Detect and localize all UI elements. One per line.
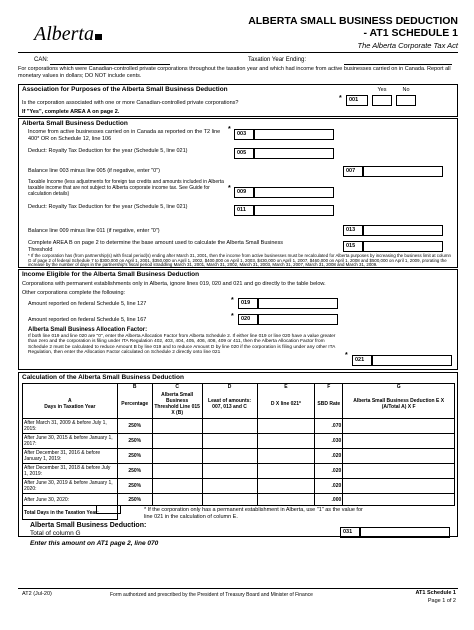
line-013-text: Balance line 009 minus line 011 (if negative, enter "0") (28, 228, 160, 234)
cell-d[interactable] (202, 479, 257, 494)
col-header: D X line 021* (257, 391, 315, 419)
can-label: CAN: (34, 57, 49, 63)
row-label: After June 30, 2019 & before January 1, 2020: (23, 479, 118, 494)
cell-g[interactable] (343, 419, 455, 434)
row-percentage: 250% (117, 419, 152, 434)
line-003-amount[interactable] (254, 129, 334, 140)
line-031-amount[interactable] (360, 527, 450, 538)
star-icon: * (231, 313, 234, 320)
row-rate: .020 (315, 449, 343, 464)
calc-table (22, 383, 455, 520)
calc-footnote: * If the corporation only has a permanent establishment in Alberta, use "1" as the value for line 021 in the calculation of column E. (144, 507, 363, 520)
line-013: 013 (343, 225, 363, 236)
row-label: After December 31, 2018 & before July 1, 2019: (23, 464, 118, 479)
line-015-text: Complete AREA B on page 2 to determine the base amount used to calculate the Alberta Small Business Threshold (28, 240, 283, 253)
form-title-line2: - AT1 SCHEDULE 1 (363, 27, 458, 39)
cell-e[interactable] (257, 419, 315, 434)
line-003: 003 (234, 129, 254, 140)
eligible-intro: Corporations with permanent establishments only in Alberta, ignore lines 019, 020 and 021 and go directly to the table below. (22, 281, 326, 287)
col-header: Alberta Small Business Threshold Line 015 X (B) (152, 391, 202, 419)
row-label: After June 30, 2020: (23, 494, 118, 506)
line-019: 019 (238, 298, 258, 309)
total-days-field[interactable] (96, 505, 121, 514)
total-days-label: Total Days in the Taxation Year: (23, 506, 118, 520)
star-icon: * (228, 185, 231, 192)
col-header: Least of amounts: 007, 013 and C (202, 391, 257, 419)
star-icon: * (231, 297, 234, 304)
cell-d[interactable] (202, 449, 257, 464)
asbd-footnote: * If the corporation has (from partnership(s) with fiscal period(s) ending after March 31, 2001, then the income from active businesses must be recalculated for Alberta purposes by increasing the business limit at column G of page 2 of federal Schedule 7 to $300,000 on April 1, 2001, $350,000 on April 1, 2002, $400,000 on April 1, 2003, $430,000 on April 1, 2007, $460,000 on April 1, 2008 and $500,000 on April 1, 2009, prorating the increase by the number of days in the partnership's fiscal period straddling March 31, 2001, March 31, 2002, March 31, 2003, March 31, 2007, March 31, 2008 and March 31, 2009. (28, 253, 451, 268)
line-007: 007 (343, 166, 363, 177)
row-percentage: 250% (117, 464, 152, 479)
cell-g[interactable] (343, 464, 455, 479)
line-021: 021 (352, 355, 372, 366)
cell-g[interactable] (343, 449, 455, 464)
line-031: 031 (340, 527, 360, 538)
cell-g[interactable] (343, 479, 455, 494)
eligible-other: Other corporations complete the following: (22, 290, 126, 296)
alberta-logo (34, 24, 102, 44)
row-percentage: 250% (117, 434, 152, 449)
cell-d[interactable] (202, 494, 257, 506)
no-checkbox[interactable] (396, 95, 416, 106)
table-row (23, 479, 455, 494)
col-letter: A (68, 398, 72, 405)
col-letter: D (202, 384, 257, 391)
cell-g[interactable] (343, 494, 455, 506)
eligible-title: Income Eligible for the Alberta Small Business Deduction (22, 271, 200, 278)
line-005-amount[interactable] (254, 148, 334, 159)
table-row (23, 494, 455, 506)
form-subtitle: The Alberta Corporate Tax Act (357, 41, 458, 50)
cell-e[interactable] (257, 479, 315, 494)
row-rate: .030 (315, 434, 343, 449)
cell-c[interactable] (152, 419, 202, 434)
line-020-text: Amount reported on federal Schedule 5, line 167 (28, 317, 147, 323)
line-019-text: Amount reported on federal Schedule 5, line 127 (28, 301, 147, 307)
line-005-text: Deduct: Royalty Tax Deduction for the year (Schedule 5, line 021) (28, 148, 188, 154)
row-rate: .070 (315, 419, 343, 434)
cell-e[interactable] (257, 449, 315, 464)
row-percentage: 250% (117, 494, 152, 506)
yes-label: Yes (377, 87, 387, 93)
final-total-g: Total of column G (30, 530, 81, 537)
line-003-text: Income from active businesses carried on in Canada as reported on the T2 line 400* OR on Schedule 12, line 106 (28, 129, 221, 142)
form-title-line1: ALBERTA SMALL BUSINESS DEDUCTION (248, 15, 458, 27)
footer-authority: Form authorized and prescribed by the President of Treasury Board and Minister of Finance (110, 592, 313, 598)
row-rate: .000 (315, 494, 343, 506)
line-013-amount[interactable] (363, 225, 443, 236)
table-row (23, 434, 455, 449)
col-header: Days in Taxation Year (44, 404, 96, 411)
line-009-text: Taxable Income (less adjustments for foreign tax credits and amounts included in Alberta taxable income that are not subject to Alberta corporate income tax. See Guide for calculation details) (28, 179, 224, 197)
cell-c[interactable] (152, 464, 202, 479)
logo-text: Alberta (34, 23, 94, 45)
year-label: Taxation Year Ending: (248, 57, 307, 63)
can-field[interactable] (50, 56, 170, 65)
line-009-amount[interactable] (254, 187, 334, 198)
association-title: Association for Purposes of the Alberta Small Business Deduction (22, 86, 228, 93)
cell-c[interactable] (152, 434, 202, 449)
cell-e[interactable] (257, 494, 315, 506)
col-letter: B (117, 384, 152, 391)
line-011-text: Deduct: Royalty Tax Deduction for the year (Schedule 5, line 021) (28, 204, 188, 210)
line-011-amount[interactable] (254, 205, 334, 216)
form-id: AT2 (Jul-20) (22, 591, 52, 597)
cell-d[interactable] (202, 434, 257, 449)
cell-g[interactable] (343, 434, 455, 449)
row-label: After December 31, 2016 & before January 1, 2019: (23, 449, 118, 464)
factor-title: Alberta Small Business Allocation Factor: (28, 327, 148, 333)
final-title: Alberta Small Business Deduction: (30, 522, 147, 529)
year-field[interactable] (344, 56, 452, 65)
table-row (23, 449, 455, 464)
cell-c[interactable] (152, 479, 202, 494)
cell-c[interactable] (152, 494, 202, 506)
calc-title: Calculation of the Alberta Small Business Deduction (22, 374, 184, 381)
row-percentage: 250% (117, 449, 152, 464)
col-header: Percentage (117, 391, 152, 419)
cell-d[interactable] (202, 464, 257, 479)
row-percentage: 250% (117, 479, 152, 494)
asbd-title: Alberta Small Business Deduction (22, 120, 128, 127)
line-009: 009 (234, 187, 254, 198)
column-letter-row (23, 384, 455, 391)
association-question: Is the corporation associated with one or more Canadian-controlled private corporations? (22, 100, 239, 106)
col-letter: C (152, 384, 202, 391)
line-007-text: Balance line 003 minus line 005 (if negative, enter "0") (28, 168, 161, 174)
line-011: 011 (234, 205, 254, 216)
table-row (23, 464, 455, 479)
col-letter: F (315, 384, 343, 391)
cell-c[interactable] (152, 449, 202, 464)
header-row (23, 391, 455, 419)
line-001: 001 (346, 95, 368, 106)
association-note: If "Yes", complete AREA A on page 2. (22, 109, 120, 115)
yes-checkbox[interactable] (372, 95, 392, 106)
star-icon: * (345, 352, 348, 359)
star-icon: * (228, 126, 231, 133)
star-icon: * (339, 95, 342, 102)
line-021-amount[interactable] (372, 355, 452, 366)
line-020: 020 (238, 314, 258, 325)
col-letter: G (343, 384, 455, 391)
line-015: 015 (343, 241, 363, 252)
line-007-amount[interactable] (363, 166, 443, 177)
table-row (23, 419, 455, 434)
final-enter: Enter this amount on AT1 page 2, line 070 (30, 540, 159, 547)
intro-text: For corporations which were Canadian-controlled private corporations throughout the taxation year and which had income from active businesses carried on in Canada. Report all monetary values in dollars; DO NOT include cents. (18, 66, 451, 79)
row-rate: .020 (315, 479, 343, 494)
row-label: After March 31, 2009 & before July 1, 2015: (23, 419, 118, 434)
line-020-amount[interactable] (258, 314, 338, 325)
cell-d[interactable] (202, 419, 257, 434)
line-015-amount[interactable] (363, 241, 443, 252)
row-label: After June 30, 2015 & before January 1, 2017: (23, 434, 118, 449)
no-label: No (402, 87, 410, 93)
footer-page: Page 1 of 2 (427, 598, 456, 604)
cell-e[interactable] (257, 464, 315, 479)
footer-schedule: AT1 Schedule 1 (415, 590, 456, 596)
factor-text: If both line 019 and line 020 are "0", enter the Alberta Allocation Factor from Alberta Schedule 2. If either line 019 or line 020 have a value greater than zero and the corporation is filing under ITA Regulation 402, 403, 404, 405, 406, 408, 409 or 411, then the Alberta Allocation Factor from Schedule 2 must be calculated to reduce Amount B by line 019 and to reduce Amount D by line 020 if the corporation is filing under any other ITA Regulation, then enter the Allocation Factor calculated on Schedule 2 directly onto line 021 (28, 334, 336, 355)
line-005: 005 (234, 148, 254, 159)
row-rate: .020 (315, 464, 343, 479)
cell-e[interactable] (257, 434, 315, 449)
col-letter: E (257, 384, 315, 391)
col-header: SBD Rate (315, 391, 343, 419)
col-header: Alberta Small Business Deduction E X (A/Total A) X F (343, 391, 455, 419)
line-019-amount[interactable] (258, 298, 338, 309)
